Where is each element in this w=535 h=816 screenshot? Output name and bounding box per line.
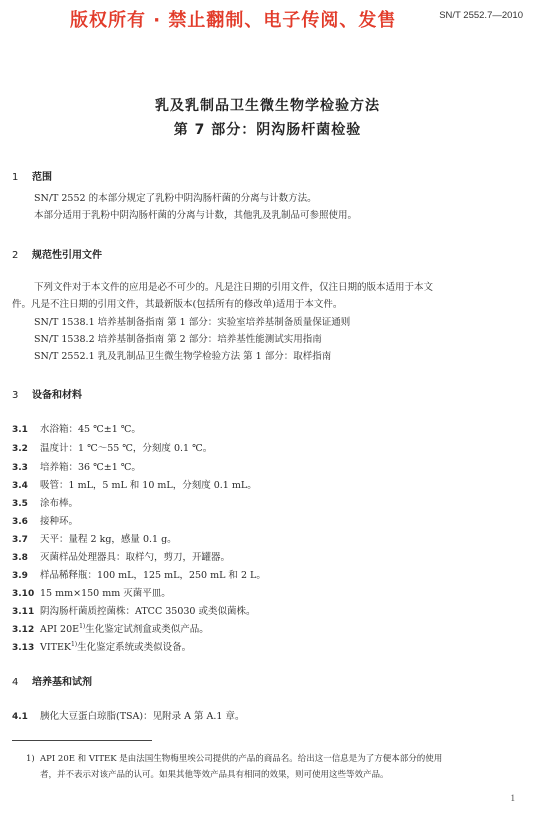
section-heading-equipment — [12, 386, 82, 401]
section-title: 培养基和试剂 — [32, 677, 92, 688]
footnote-mark: 1) — [26, 754, 35, 764]
equipment-item: 3.4 吸管：1 mL，5 mL 和 10 mL，分刻度 0.1 mL。 — [12, 480, 257, 491]
section-title: 设备和材料 — [32, 390, 82, 401]
equipment-item: 3.1 水浴箱：45 ℃±1 ℃。 — [12, 424, 141, 435]
reference-item: SN/T 2552.1 乳及乳制品卫生微生物学检验方法 第 1 部分：取样指南 — [34, 351, 332, 362]
equipment-item: 3.7 天平：量程 2 kg，感量 0.1 g。 — [12, 534, 177, 545]
media-item: 4.1 胰化大豆蛋白琼脂(TSA)：见附录 A 第 A.1 章。 — [12, 711, 245, 722]
section-title: 规范性引用文件 — [32, 250, 102, 261]
reference-item: SN/T 1538.1 培养基制备指南 第 1 部分：实验室培养基制备质量保证通则 — [34, 317, 351, 328]
section-number: 3 — [12, 390, 19, 401]
equipment-item: 3.11 阴沟肠杆菌质控菌株：ATCC 35030 或类似菌株。 — [12, 606, 256, 617]
equipment-item: 3.2 温度计：1 ℃～55 ℃，分刻度 0.1 ℃。 — [12, 443, 213, 454]
section-heading-references — [12, 246, 102, 261]
equipment-item: 3.5 涂布棒。 — [12, 498, 79, 509]
equipment-item: 3.10 15 mm×150 mm 灭菌平皿。 — [12, 588, 171, 599]
footnote-marker: 1) — [70, 640, 78, 648]
scope-paragraph: 本部分适用于乳粉中阴沟肠杆菌的分离与计数，其他乳及乳制品可参照使用。 — [34, 210, 358, 221]
footnote-marker: 1) — [79, 622, 86, 630]
references-paragraph: 下列文件对于本文件的应用是必不可少的。凡是注日期的引用文件，仅注日期的版本适用于本文 — [34, 282, 434, 293]
equipment-item: 3.13 VITEK$^{1)}$生化鉴定系统或类似设备。 — [12, 640, 192, 653]
footnote: 1) API 20E 和 VITEK 是由法国生物梅里埃公司提供的产品的商品名。给出这一信息是为了方便本部分的使用 — [26, 754, 443, 764]
standard-code: SN/T 2552.7—2010 — [439, 10, 523, 21]
footnote-divider — [12, 740, 152, 741]
equipment-item: 3.8 灭菌样品处理器具：取样勺，剪刀，开罐器。 — [12, 552, 231, 563]
section-number: 1 — [12, 172, 19, 183]
watermark-text: 版权所有 · 禁止翻制、电子传阅、发售 — [70, 10, 397, 31]
section-heading-media — [12, 673, 92, 688]
document-subtitle: 第 7 部分：阴沟肠杆菌检验 — [173, 122, 362, 138]
page-number: 1 — [510, 793, 515, 803]
footnote-continuation: 者，并不表示对该产品的认可。如果其他等效产品具有相同的效果，则可使用这些等效产品。 — [40, 770, 389, 780]
equipment-item: 3.6 接种环。 — [12, 516, 79, 527]
section-title: 范围 — [32, 172, 52, 183]
equipment-item: 3.9 样品稀释瓶：100 mL，125 mL，250 mL 和 2 L。 — [12, 570, 266, 581]
equipment-item: 3.12 API $20E^{1)}$生化鉴定试剂盒或类似产品。 — [12, 622, 209, 635]
section-heading-scope — [12, 168, 52, 183]
document-title: 乳及乳制品卫生微生物学检验方法 — [155, 98, 380, 114]
equipment-item: 3.3 培养箱：36 ℃±1 ℃。 — [12, 462, 141, 473]
references-paragraph: 件。凡是不注日期的引用文件，其最新版本(包括所有的修改单)适用于本文件。 — [12, 299, 343, 310]
reference-item: SN/T 1538.2 培养基制备指南 第 2 部分：培养基性能测试实用指南 — [34, 334, 322, 345]
section-number: 2 — [12, 250, 19, 261]
scope-paragraph: SN/T 2552 的本部分规定了乳粉中阴沟肠杆菌的分离与计数方法。 — [34, 193, 317, 204]
section-number: 4 — [12, 677, 19, 688]
